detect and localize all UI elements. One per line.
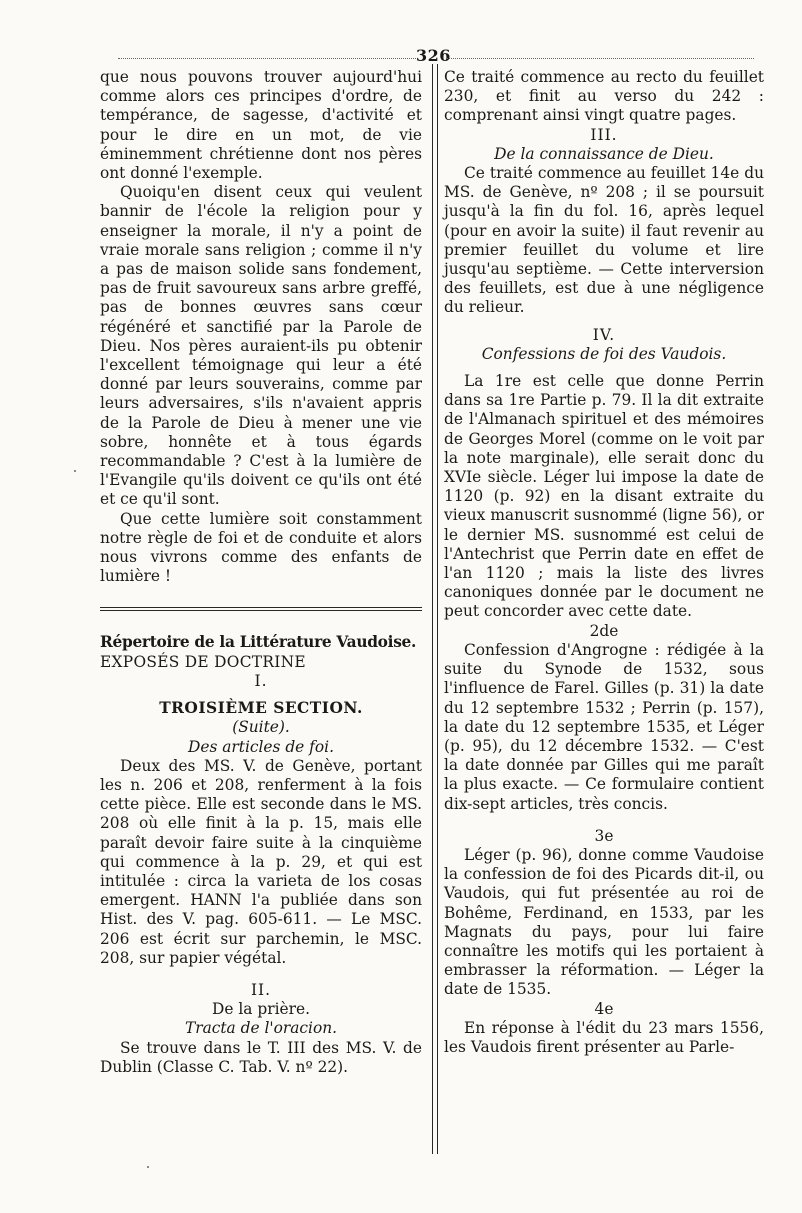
print-speck [147,1166,149,1168]
confessions-heading: Confessions de foi des Vaudois. [481,344,727,363]
print-speck [74,470,76,472]
articles-heading: Des articles de foi. [188,737,334,756]
second-ordinal: 2de [589,621,619,640]
second-confession-paragraph: Confession d'Angrogne : rédigée à la suite du Synode de 1532, sous l'influence de Farel. Gilles (p. 31) la date du 12 septembre 1532 ; Perrin (p. 157), la date du 12 septembre 1535, et Léger (p. 95), du 12 décembre 1532. — C'est la date donnée par Gilles qui me paraît la plus exacte. — Ce formulaire contient dix-sept articles, très concis. [444,640,764,813]
section-title: Répertoire de la Littérature Vaudoise. [100,633,417,652]
connaissance-paragraph: Ce traité commence au feuillet 14e du MS. de Genève, nº 208 ; il se poursuit jusqu'à la fin du fol. 16, après lequel (pour en avoir la suite) il faut revenir au premier feuillet du volume et lire jusqu'au septième. — Cette interversion des feuillets, est due à une négligence du relieur. [444,164,764,317]
subsection-title: EXPOSÉS DE DOCTRINE [100,652,306,671]
confessions-paragraph: La 1re est celle que donne Perrin dans sa 1re Partie p. 79. Il la dit extraite de l'Almanach spirituel et des mémoires de Georges Morel (comme on le voit par la note marginale), elle serait donc du XVIe siècle. Léger lui impose la date de 1120 (p. 92) en la disant extraite du vieux manuscrit susnommé (ligne 56), or le dernier MS. susnommé est celui de l'Antechrist que Perrin date en effet de l'an 1120 ; mais la liste des livres canoniques donnée par le document ne peut concorder avec cette date. [444,372,764,621]
roman-numeral-ii: II. [250,980,272,999]
troisieme-section-heading: TROISIÈME SECTION. [159,699,363,718]
paragraph-lumiere: Que cette lumière soit constamment notre règle de foi et de conduite et alors nous vivrons comme des enfants de lumière ! [100,509,422,586]
right-column [444,68,764,1057]
third-confession-paragraph: Léger (p. 96), donne comme Vaudoise la confession de foi des Picards dit-il, ou Vaudois, qui fut présentée au roi de Bohême, Ferdinand, en 1533, par les Magnats du pays, pour lui faire connaître les motifs qui les portaient à embrasser la réformation. — Léger la date de 1535. [444,845,764,999]
roman-numeral-iv: IV. [592,325,616,344]
fourth-ordinal: 4e [594,999,614,1018]
connaissance-heading: De la connaissance de Dieu. [494,144,714,163]
column-divider [432,64,438,1154]
tracta-heading: Tracta de l'oracion. [184,1019,338,1038]
left-column [100,68,422,1077]
paragraph-morale: Quoiqu'en disent ceux qui veulent bannir de l'école la religion pour y enseigner la morale, il n'y a point de vraie morale sans religion ; comme il n'y a pas de maison solide sans fondement, pas de fruit savoureux sans arbre greffé, pas de bonnes œuvres sans cœur régénéré et sanctifié par la Parole de Dieu. Nos pères auraient-ils pu obtenir l'excellent témoignage qui leur a été donné par leurs souverains, comme par leurs adversaires, s'ils n'avaient appris de la Parole de Dieu à mener une vie sobre, honnête et à tous égards recommandable ? C'est à la lumière de l'Evangile qu'ils doivent ce qu'ils ont été et ce qu'il sont. [100,183,422,509]
priere-heading: De la prière. [212,1000,310,1019]
section-separator [100,607,422,611]
header-rule-left [118,58,416,59]
articles-paragraph: Deux des MS. V. de Genève, portant les n. 206 et 208, renferment à la fois cette pièce. Elle est seconde dans le MS. 208 où elle finit à la p. 15, mais elle paraît devoir faire suite à la cinquième qui commence à la p. 29, et qui est intitulée : circa la varieta de los cosas emergent. HANN l'a publiée dans son Hist. des V. pag. 605-611. — Le MSC. 206 est écrit sur parchemin, le MSC. 208, sur papier végétal. [100,756,422,967]
third-ordinal: 3e [594,826,614,845]
roman-numeral-i: I. [254,671,268,690]
roman-numeral-iii: III. [590,125,618,144]
header-rule-right [446,58,754,59]
suite-label: (Suite). [232,718,290,737]
paragraph-continued: que nous pouvons trouver aujourd'hui comme alors ces principes d'ordre, de tempérance, de sagesse, d'activité et pour le dire en un mot, de vie éminemment chrétienne dont nos pères ont donné l'exemple. [100,68,422,183]
priere-paragraph: Se trouve dans le T. III des MS. V. de Dublin (Classe C. Tab. V. nº 22). [100,1038,422,1076]
page-number: 326 [416,46,451,65]
fourth-confession-paragraph: En réponse à l'édit du 23 mars 1556, les Vaudois firent présenter au Parle- [444,1018,764,1056]
paragraph-continued-right: Ce traité commence au recto du feuillet 230, et finit au verso du 242 : comprenant ainsi vingt quatre pages. [444,68,764,125]
